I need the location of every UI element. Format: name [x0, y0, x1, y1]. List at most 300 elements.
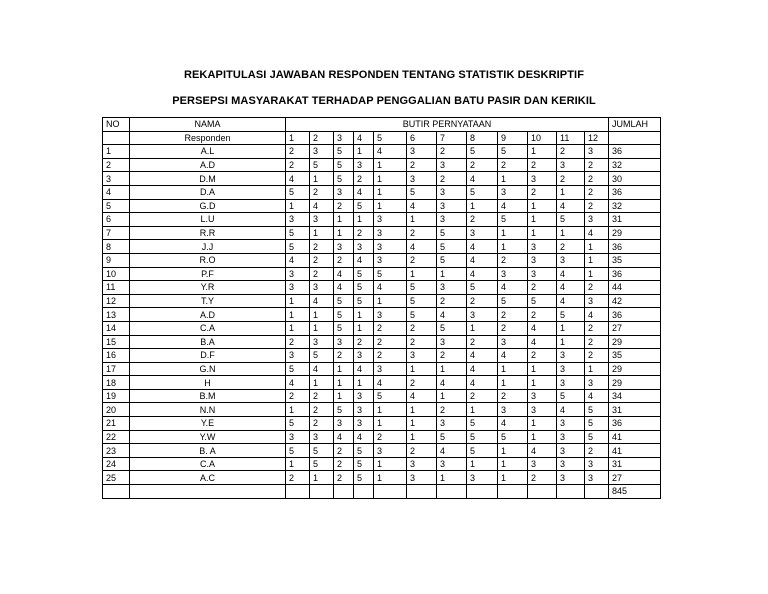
- row-jumlah: 32: [609, 158, 661, 172]
- row-no: 7: [103, 226, 130, 240]
- row-value: 2: [557, 172, 585, 186]
- row-value: 3: [310, 213, 334, 227]
- row-value: 2: [557, 240, 585, 254]
- row-value: 5: [437, 430, 467, 444]
- row-value: 4: [354, 185, 374, 199]
- table-row: [103, 362, 661, 376]
- row-jumlah: 31: [609, 213, 661, 227]
- row-value: 1: [286, 321, 310, 335]
- row-value: 1: [354, 308, 374, 322]
- row-value: 1: [334, 389, 354, 403]
- row-value: 4: [310, 199, 334, 213]
- row-value: 5: [498, 145, 528, 159]
- row-value: 1: [498, 376, 528, 390]
- row-value: 1: [498, 240, 528, 254]
- row-value: 1: [407, 403, 437, 417]
- row-value: 5: [334, 172, 354, 186]
- row-value: 5: [310, 158, 334, 172]
- header-item-3: 3: [334, 131, 354, 145]
- header-item-6: 6: [407, 131, 437, 145]
- row-value: 3: [585, 457, 609, 471]
- table-row: [103, 172, 661, 186]
- row-value: 3: [467, 471, 498, 485]
- row-value: 3: [498, 335, 528, 349]
- row-jumlah: 29: [609, 226, 661, 240]
- row-value: 1: [374, 172, 407, 186]
- row-value: 1: [334, 213, 354, 227]
- row-value: 3: [467, 226, 498, 240]
- row-value: 2: [437, 145, 467, 159]
- row-value: 1: [310, 321, 334, 335]
- row-value: 4: [557, 294, 585, 308]
- row-jumlah: 29: [609, 376, 661, 390]
- row-value: 3: [354, 240, 374, 254]
- row-value: 1: [407, 362, 437, 376]
- row-no: 15: [103, 335, 130, 349]
- row-value: 3: [334, 417, 354, 431]
- row-value: 4: [354, 430, 374, 444]
- header-item-1: 1: [286, 131, 310, 145]
- row-value: 4: [407, 199, 437, 213]
- row-value: 2: [374, 349, 407, 363]
- row-value: 4: [286, 376, 310, 390]
- row-value: 1: [498, 172, 528, 186]
- row-value: 3: [407, 145, 437, 159]
- row-value: 1: [286, 308, 310, 322]
- row-value: 1: [310, 376, 334, 390]
- row-no: 25: [103, 471, 130, 485]
- row-value: 2: [286, 389, 310, 403]
- row-value: 1: [310, 226, 334, 240]
- row-value: 1: [374, 199, 407, 213]
- header-nama: NAMA: [130, 118, 286, 132]
- row-value: 4: [374, 145, 407, 159]
- row-nama: G.D: [130, 199, 286, 213]
- row-jumlah: 36: [609, 267, 661, 281]
- row-value: 1: [528, 362, 557, 376]
- row-value: 3: [354, 158, 374, 172]
- header-row-2: [103, 131, 661, 145]
- row-nama: R.R: [130, 226, 286, 240]
- total-empty-cell: [103, 485, 130, 499]
- header-item-9: 9: [498, 131, 528, 145]
- table-row: [103, 321, 661, 335]
- row-value: 5: [407, 281, 437, 295]
- row-jumlah: 31: [609, 457, 661, 471]
- table-row: [103, 226, 661, 240]
- row-value: 2: [585, 281, 609, 295]
- row-value: 1: [286, 199, 310, 213]
- row-value: 5: [585, 403, 609, 417]
- total-empty-cell: [374, 485, 407, 499]
- row-jumlah: 31: [609, 403, 661, 417]
- row-nama: D.A: [130, 185, 286, 199]
- row-value: 1: [498, 471, 528, 485]
- row-value: 4: [467, 349, 498, 363]
- row-value: 2: [310, 403, 334, 417]
- row-value: 4: [498, 417, 528, 431]
- row-value: 1: [286, 457, 310, 471]
- row-value: 3: [498, 185, 528, 199]
- row-value: 1: [498, 226, 528, 240]
- row-value: 4: [286, 172, 310, 186]
- row-value: 5: [467, 417, 498, 431]
- row-no: 23: [103, 444, 130, 458]
- row-value: 4: [528, 444, 557, 458]
- row-value: 4: [334, 430, 354, 444]
- row-value: 5: [467, 145, 498, 159]
- row-jumlah: 36: [609, 185, 661, 199]
- row-value: 3: [528, 457, 557, 471]
- row-no: 11: [103, 281, 130, 295]
- header-no: NO: [103, 118, 130, 132]
- row-no: 8: [103, 240, 130, 254]
- table-row: [103, 417, 661, 431]
- table-row: [103, 457, 661, 471]
- row-value: 4: [557, 281, 585, 295]
- table-row: [103, 145, 661, 159]
- row-value: 5: [585, 417, 609, 431]
- row-value: 4: [374, 281, 407, 295]
- row-value: 5: [557, 389, 585, 403]
- row-value: 5: [354, 457, 374, 471]
- row-value: 3: [557, 457, 585, 471]
- total-empty-cell: [334, 485, 354, 499]
- row-jumlah: 32: [609, 199, 661, 213]
- table-row: [103, 294, 661, 308]
- table-row: [103, 444, 661, 458]
- row-value: 2: [310, 417, 334, 431]
- row-no: 20: [103, 403, 130, 417]
- total-row: [103, 485, 661, 499]
- row-value: 4: [310, 294, 334, 308]
- row-value: 3: [557, 349, 585, 363]
- row-value: 2: [498, 389, 528, 403]
- header-jumlah: JUMLAH: [609, 118, 661, 132]
- row-value: 2: [334, 471, 354, 485]
- row-value: 4: [467, 362, 498, 376]
- row-value: 1: [374, 403, 407, 417]
- row-nama: J.J: [130, 240, 286, 254]
- row-value: 1: [528, 417, 557, 431]
- row-value: 3: [557, 417, 585, 431]
- row-value: 2: [585, 321, 609, 335]
- table-row: [103, 335, 661, 349]
- row-value: 1: [437, 389, 467, 403]
- row-value: 2: [467, 389, 498, 403]
- table-row: [103, 403, 661, 417]
- row-value: 5: [467, 185, 498, 199]
- row-value: 3: [585, 213, 609, 227]
- row-value: 1: [334, 376, 354, 390]
- row-value: 2: [467, 335, 498, 349]
- row-value: 3: [557, 362, 585, 376]
- header-item-2: 2: [310, 131, 334, 145]
- total-empty-cell: [498, 485, 528, 499]
- row-value: 5: [334, 158, 354, 172]
- row-value: 1: [354, 321, 374, 335]
- row-value: 3: [557, 471, 585, 485]
- row-value: 2: [528, 158, 557, 172]
- row-value: 1: [585, 240, 609, 254]
- row-value: 3: [310, 335, 334, 349]
- table-row: [103, 281, 661, 295]
- row-no: 2: [103, 158, 130, 172]
- row-value: 5: [498, 294, 528, 308]
- row-no: 17: [103, 362, 130, 376]
- row-value: 5: [437, 253, 467, 267]
- header-jumlah-cont: [609, 131, 661, 145]
- row-nama: D.F: [130, 349, 286, 363]
- row-value: 5: [334, 308, 354, 322]
- row-value: 2: [407, 376, 437, 390]
- row-value: 2: [585, 199, 609, 213]
- row-value: 2: [407, 321, 437, 335]
- row-value: 1: [374, 471, 407, 485]
- row-value: 4: [310, 362, 334, 376]
- row-value: 4: [467, 253, 498, 267]
- total-empty-cell: [354, 485, 374, 499]
- row-value: 3: [528, 389, 557, 403]
- row-no: 10: [103, 267, 130, 281]
- row-value: 2: [498, 321, 528, 335]
- header-responden: Responden: [130, 131, 286, 145]
- row-value: 3: [585, 294, 609, 308]
- row-value: 2: [334, 444, 354, 458]
- table-row: [103, 430, 661, 444]
- row-value: 4: [467, 376, 498, 390]
- row-value: 2: [467, 213, 498, 227]
- row-no: 14: [103, 321, 130, 335]
- row-value: 3: [437, 417, 467, 431]
- row-value: 4: [354, 362, 374, 376]
- header-item-11: 11: [557, 131, 585, 145]
- row-value: 1: [498, 362, 528, 376]
- row-value: 3: [557, 253, 585, 267]
- row-value: 1: [407, 267, 437, 281]
- total-empty-cell: [585, 485, 609, 499]
- row-value: 4: [528, 335, 557, 349]
- row-jumlah: 34: [609, 389, 661, 403]
- row-value: 1: [310, 471, 334, 485]
- row-value: 3: [557, 158, 585, 172]
- row-value: 5: [467, 281, 498, 295]
- header-butir-pernyataan: BUTIR PERNYATAAN: [286, 118, 609, 132]
- row-value: 5: [334, 145, 354, 159]
- row-value: 5: [354, 199, 374, 213]
- row-no: 1: [103, 145, 130, 159]
- row-value: 5: [334, 403, 354, 417]
- row-nama: Y.E: [130, 417, 286, 431]
- row-value: 4: [528, 321, 557, 335]
- row-value: 1: [498, 457, 528, 471]
- row-value: 1: [528, 226, 557, 240]
- row-value: 5: [585, 430, 609, 444]
- row-value: 5: [407, 185, 437, 199]
- row-value: 1: [528, 145, 557, 159]
- total-empty-cell: [310, 485, 334, 499]
- row-value: 4: [585, 308, 609, 322]
- row-value: 3: [437, 185, 467, 199]
- row-nama: Y.W: [130, 430, 286, 444]
- row-value: 2: [585, 158, 609, 172]
- row-value: 2: [528, 281, 557, 295]
- row-value: 5: [286, 362, 310, 376]
- row-value: 2: [310, 389, 334, 403]
- row-value: 3: [286, 281, 310, 295]
- row-value: 5: [557, 213, 585, 227]
- title-line-2: PERSEPSI MASYARAKAT TERHADAP PENGGALIAN BATU PASIR DAN KERIKIL: [172, 95, 596, 107]
- table-row: [103, 253, 661, 267]
- row-value: 5: [334, 321, 354, 335]
- row-value: 3: [437, 335, 467, 349]
- row-value: 3: [585, 376, 609, 390]
- row-value: 2: [374, 321, 407, 335]
- row-value: 2: [467, 158, 498, 172]
- row-value: 5: [467, 444, 498, 458]
- row-value: 3: [310, 145, 334, 159]
- row-value: 1: [467, 403, 498, 417]
- row-value: 2: [437, 294, 467, 308]
- row-value: 3: [557, 444, 585, 458]
- row-value: 3: [374, 444, 407, 458]
- row-value: 4: [286, 253, 310, 267]
- row-value: 2: [374, 335, 407, 349]
- row-value: 4: [557, 267, 585, 281]
- row-value: 2: [498, 308, 528, 322]
- table-row: [103, 376, 661, 390]
- row-value: 2: [407, 444, 437, 458]
- row-value: 5: [310, 349, 334, 363]
- header-row-1: [103, 118, 661, 132]
- row-nama: A.D: [130, 308, 286, 322]
- row-value: 1: [334, 226, 354, 240]
- row-value: 5: [310, 457, 334, 471]
- row-value: 4: [557, 199, 585, 213]
- row-value: 4: [437, 444, 467, 458]
- row-value: 5: [467, 430, 498, 444]
- row-value: 3: [286, 267, 310, 281]
- row-value: 3: [286, 349, 310, 363]
- row-jumlah: 35: [609, 253, 661, 267]
- row-value: 2: [334, 349, 354, 363]
- row-value: 4: [467, 267, 498, 281]
- row-value: 2: [557, 145, 585, 159]
- row-value: 5: [407, 308, 437, 322]
- row-jumlah: 44: [609, 281, 661, 295]
- row-value: 3: [334, 335, 354, 349]
- row-nama: T.Y: [130, 294, 286, 308]
- total-empty-cell: [437, 485, 467, 499]
- row-value: 3: [354, 417, 374, 431]
- row-value: 2: [528, 349, 557, 363]
- row-value: 4: [334, 281, 354, 295]
- row-value: 1: [286, 294, 310, 308]
- row-jumlah: 36: [609, 308, 661, 322]
- row-value: 4: [585, 226, 609, 240]
- row-value: 5: [498, 213, 528, 227]
- row-value: 1: [557, 226, 585, 240]
- row-value: 4: [467, 240, 498, 254]
- row-value: 3: [498, 403, 528, 417]
- row-value: 3: [407, 172, 437, 186]
- row-jumlah: 29: [609, 362, 661, 376]
- row-value: 2: [310, 253, 334, 267]
- row-value: 1: [407, 417, 437, 431]
- row-jumlah: 30: [609, 172, 661, 186]
- row-value: 5: [286, 444, 310, 458]
- header-item-4: 4: [354, 131, 374, 145]
- row-value: 1: [407, 213, 437, 227]
- row-jumlah: 35: [609, 349, 661, 363]
- row-value: 3: [585, 471, 609, 485]
- row-value: 2: [585, 335, 609, 349]
- row-value: 3: [437, 199, 467, 213]
- row-value: 1: [528, 213, 557, 227]
- row-no: 16: [103, 349, 130, 363]
- table-row: [103, 349, 661, 363]
- row-value: 2: [310, 267, 334, 281]
- row-value: 1: [354, 376, 374, 390]
- row-value: 2: [354, 172, 374, 186]
- row-value: 5: [437, 240, 467, 254]
- table-row: [103, 389, 661, 403]
- row-nama: R.O: [130, 253, 286, 267]
- total-empty-cell: [407, 485, 437, 499]
- row-jumlah: 41: [609, 430, 661, 444]
- row-value: 2: [310, 185, 334, 199]
- row-value: 5: [528, 294, 557, 308]
- table-row: [103, 213, 661, 227]
- row-value: 1: [498, 444, 528, 458]
- table-row: [103, 199, 661, 213]
- row-nama: B.A: [130, 335, 286, 349]
- row-value: 2: [437, 403, 467, 417]
- row-no: 4: [103, 185, 130, 199]
- row-jumlah: 27: [609, 471, 661, 485]
- row-value: 2: [407, 158, 437, 172]
- row-value: 1: [374, 457, 407, 471]
- row-nama: B.M: [130, 389, 286, 403]
- row-jumlah: 41: [609, 444, 661, 458]
- row-value: 2: [334, 253, 354, 267]
- row-value: 2: [528, 471, 557, 485]
- row-value: 2: [286, 145, 310, 159]
- row-value: 4: [407, 240, 437, 254]
- row-value: 1: [437, 362, 467, 376]
- row-value: 1: [354, 145, 374, 159]
- row-value: 3: [528, 403, 557, 417]
- row-value: 4: [557, 403, 585, 417]
- row-jumlah: 36: [609, 417, 661, 431]
- row-no: 18: [103, 376, 130, 390]
- row-value: 5: [286, 240, 310, 254]
- row-value: 3: [528, 240, 557, 254]
- row-value: 5: [286, 185, 310, 199]
- row-value: 2: [528, 308, 557, 322]
- row-no: 6: [103, 213, 130, 227]
- row-no: 12: [103, 294, 130, 308]
- row-value: 4: [407, 389, 437, 403]
- row-value: 1: [407, 430, 437, 444]
- row-value: 2: [374, 430, 407, 444]
- row-value: 3: [407, 471, 437, 485]
- row-jumlah: 27: [609, 321, 661, 335]
- table-row: [103, 185, 661, 199]
- row-no: 9: [103, 253, 130, 267]
- row-value: 2: [407, 253, 437, 267]
- row-value: 4: [498, 349, 528, 363]
